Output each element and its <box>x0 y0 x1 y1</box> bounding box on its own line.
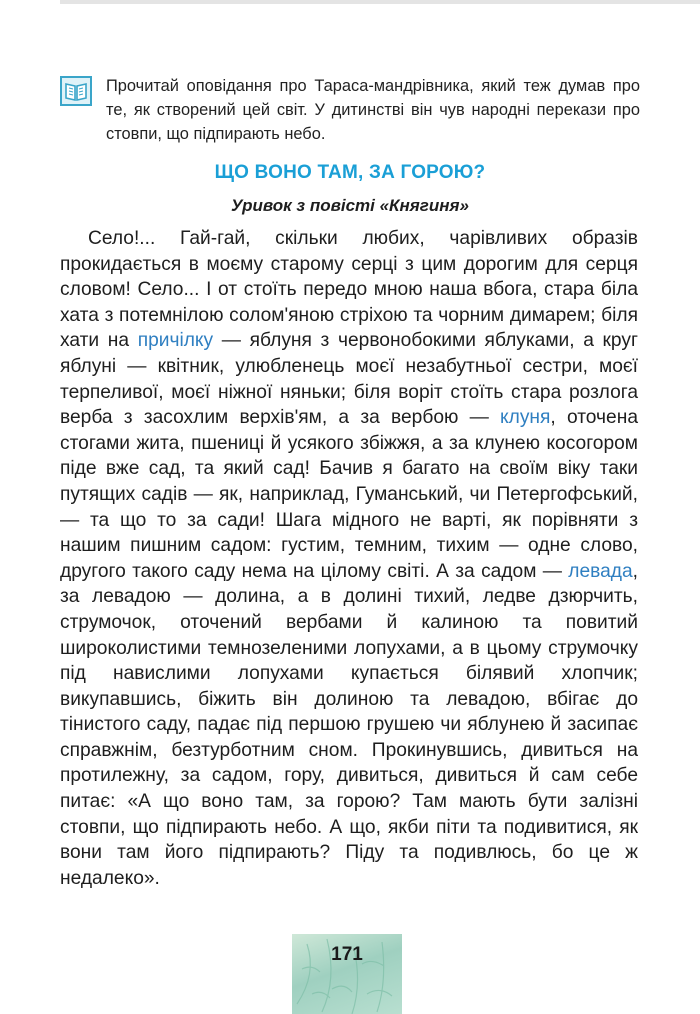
story-subtitle: Уривок з повісті «Княгиня» <box>231 196 469 215</box>
story-paragraph <box>60 226 638 891</box>
page-number-badge <box>292 934 402 1014</box>
keyword-klunia: клуня <box>500 407 551 429</box>
keyword-prychilok: причілку <box>137 330 214 352</box>
story-title: ЩО ВОНО ТАМ, ЗА ГОРОЮ? <box>214 162 486 183</box>
story-body <box>60 226 638 891</box>
body-segment-3: , оточена стогами жита, пшениці й усякого збіжжя, а за клунею косогором піде вже сад, та який сад! Бачив я багато на своїм віку таки путящих садів — як, наприклад, Гуманський, чи Петергофський, — та що то за сади! Шага мідного не варті, як порівняти з нашим пишним садом: густим, темним, тихим — одне слово, другого такого саду нема на цілому світі. А за садом — <box>60 407 638 582</box>
body-segment-4: , за левадою — долина, а в долині тихий, ледве дзюрчить, струмочок, оточений вербами й калиною та повитий широколистими темнозеленими лопухами, а в цьому струмочку під навислими лопухами купається білявий хлопчик; викупавшись, біжить він долиною та левадою, вбігає до тінистого саду, падає під першою грушею чи яблунею й засипає справжнім, безтурботним сном. Прокинувшись, дивиться на протилежну, за садом, гору, дивиться, дивиться й сам себе питає: «А що воно там, за горою? Там мають бути залізні стовпи, що підпирають небо. А що, якби піти та подивитися, як вони там його підпирають? Піду та подивлюсь, бо це ж недалеко». <box>60 560 638 889</box>
intro-text: Прочитай оповідання про Тараса-мандрівника, який теж думав про те, як створений цей світ. У дитинстві він чув народні перекази про стовпи, що підпирають небо. <box>106 77 640 143</box>
top-border <box>60 0 700 4</box>
page-number: 171 <box>331 944 363 965</box>
body-segment-1: Село!... Гай-гай, скільки любих, чарівливих образів прокидається в моєму старому серці з цим дорогим для серця словом! Село... І от стоїть передо мною наша вбога, стара біла хата з потемнілою солом'яною стріхою та чорним димарем; біля хати на <box>60 228 638 352</box>
intro-block <box>60 74 640 146</box>
book-icon <box>60 76 92 106</box>
body-segment-2: — яблуня з червонобокими яблуками, а круг яблуні — квітник, улюбленець моєї незабутньої сестри, моєї терпеливої, моєї ніжної няньки; біля воріт стоїть стара розлога верба з засохлим верхів'ям, а за вербою — <box>60 330 638 429</box>
keyword-levada: левада <box>568 560 633 582</box>
